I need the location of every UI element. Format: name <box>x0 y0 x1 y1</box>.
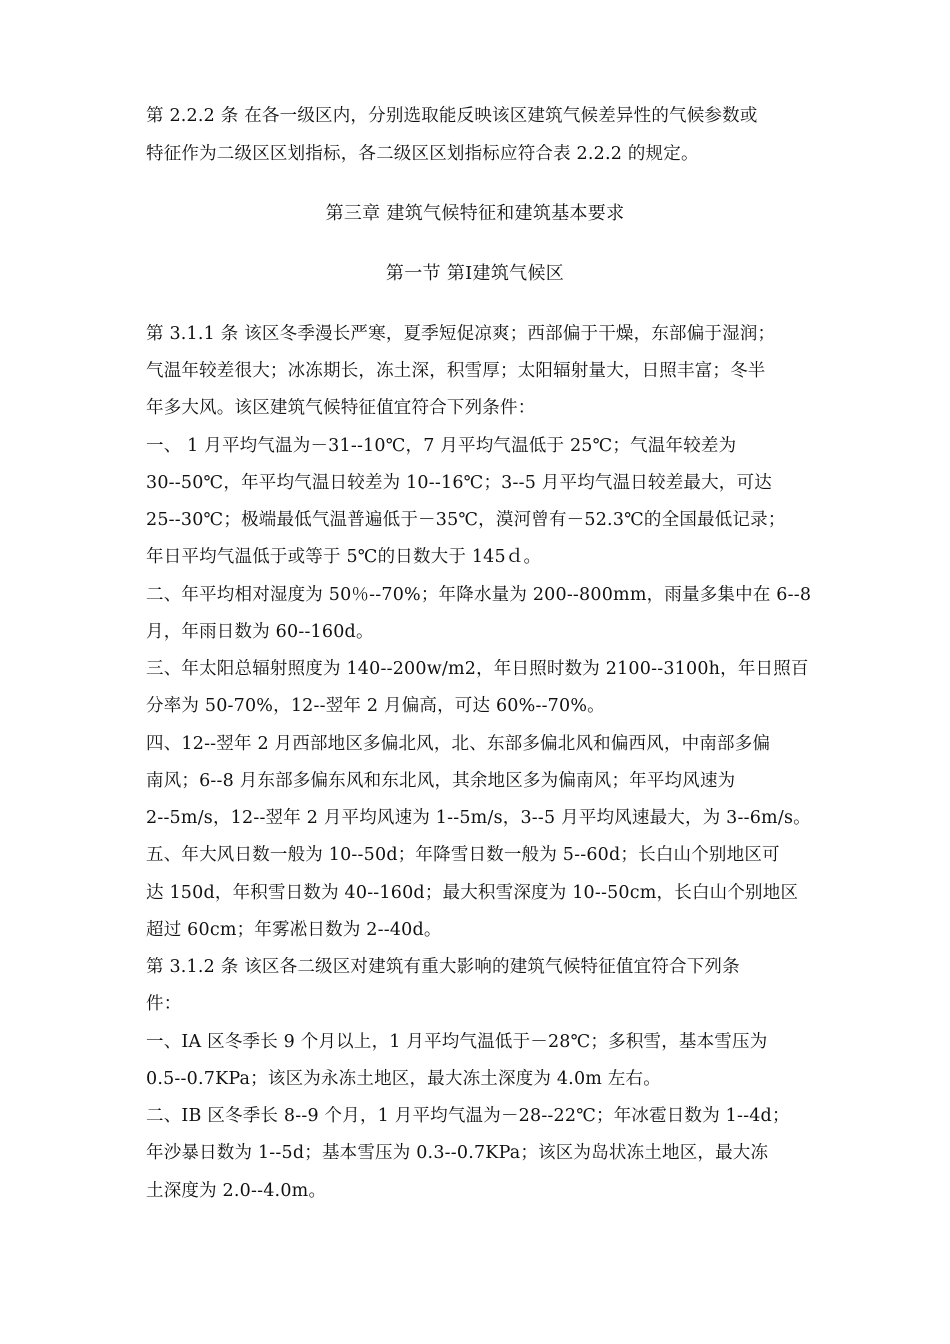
chapter-title: 第三章 建筑气候特征和建筑基本要求 <box>325 203 625 224</box>
paragraph-line: 一、 1 月平均气温为－31--10℃，7 月平均气温低于 25℃；气温年较差为 <box>146 436 737 456</box>
paragraph-line: 一、IA 区冬季长 9 个月以上，1 月平均气温低于－28℃；多积雪，基本雪压为 <box>146 1032 768 1052</box>
paragraph-line: 特征作为二级区区划指标，各二级区区划指标应符合表 2.2.2 的规定。 <box>146 144 699 164</box>
paragraph-line: 超过 60cm；年雾凇日数为 2--40d。 <box>146 920 442 940</box>
paragraph-line: 第 3.1.2 条 该区各二级区对建筑有重大影响的建筑气候特征值宜符合下列条 <box>146 957 740 977</box>
paragraph-line: 气温年较差很大；冰冻期长，冻土深，积雪厚；太阳辐射量大，日照丰富；冬半 <box>146 361 766 381</box>
paragraph-line: 年沙暴日数为 1--5d；基本雪压为 0.3--0.7KPa；该区为岛状冻土地区，最大冻 <box>146 1143 769 1163</box>
paragraph-line: 件： <box>146 994 182 1014</box>
paragraph-line: 二、年平均相对湿度为 50％--70%；年降水量为 200--800mm，雨量多集中在 6--8 <box>146 585 812 605</box>
section-title: 第一节 第Ⅰ建筑气候区 <box>385 263 565 284</box>
paragraph-line: 南风；6--8 月东部多偏东风和东北风，其余地区多为偏南风；年平均风速为 <box>146 771 736 791</box>
paragraph-line: 土深度为 2.0--4.0m。 <box>146 1181 327 1201</box>
paragraph-line: 25--30℃；极端最低气温普遍低于－35℃，漠河曾有－52.3℃的全国最低记录； <box>146 510 786 530</box>
paragraph-line: 三、年太阳总辐射照度为 140--200w/m2，年日照时数为 2100--3100h，年日照百 <box>146 659 809 679</box>
paragraph-line: 年日平均气温低于或等于 5℃的日数大于 145ｄ。 <box>146 547 542 567</box>
paragraph-line: 达 150d，年积雪日数为 40--160d；最大积雪深度为 10--50cm，长白山个别地区 <box>146 883 799 903</box>
paragraph-line: 0.5--0.7KPa；该区为永冻土地区，最大冻土深度为 4.0m 左右。 <box>146 1069 661 1089</box>
paragraph-line: 第 2.2.2 条 在各一级区内，分别选取能反映该区建筑气候差异性的气候参数或 <box>146 106 758 126</box>
paragraph-line: 第 3.1.1 条 该区冬季漫长严寒，夏季短促凉爽；西部偏于干燥，东部偏于湿润； <box>146 324 776 344</box>
paragraph-line: 30--50℃，年平均气温日较差为 10--16℃；3--5 月平均气温日较差最大，可达 <box>146 473 772 493</box>
paragraph-line: 四、12--翌年 2 月西部地区多偏北风，北、东部多偏北风和偏西风，中南部多偏 <box>146 734 771 754</box>
paragraph-line: 分率为 50-70%，12--翌年 2 月偏高，可达 60%--70%。 <box>146 696 605 716</box>
paragraph-line: 月，年雨日数为 60--160d。 <box>146 622 374 642</box>
paragraph-line: 五、年大风日数一般为 10--50d；年降雪日数一般为 5--60d；长白山个别地区可 <box>146 845 780 865</box>
paragraph-line: 年多大风。该区建筑气候特征值宜符合下列条件： <box>146 398 536 418</box>
paragraph-line: 2--5m/s，12--翌年 2 月平均风速为 1--5m/s，3--5 月平均风速最大，为 3--6m/s。 <box>146 808 811 828</box>
paragraph-line: 二、IB 区冬季长 8--9 个月，1 月平均气温为－28--22℃；年冰雹日数为 1--4d； <box>146 1106 790 1126</box>
